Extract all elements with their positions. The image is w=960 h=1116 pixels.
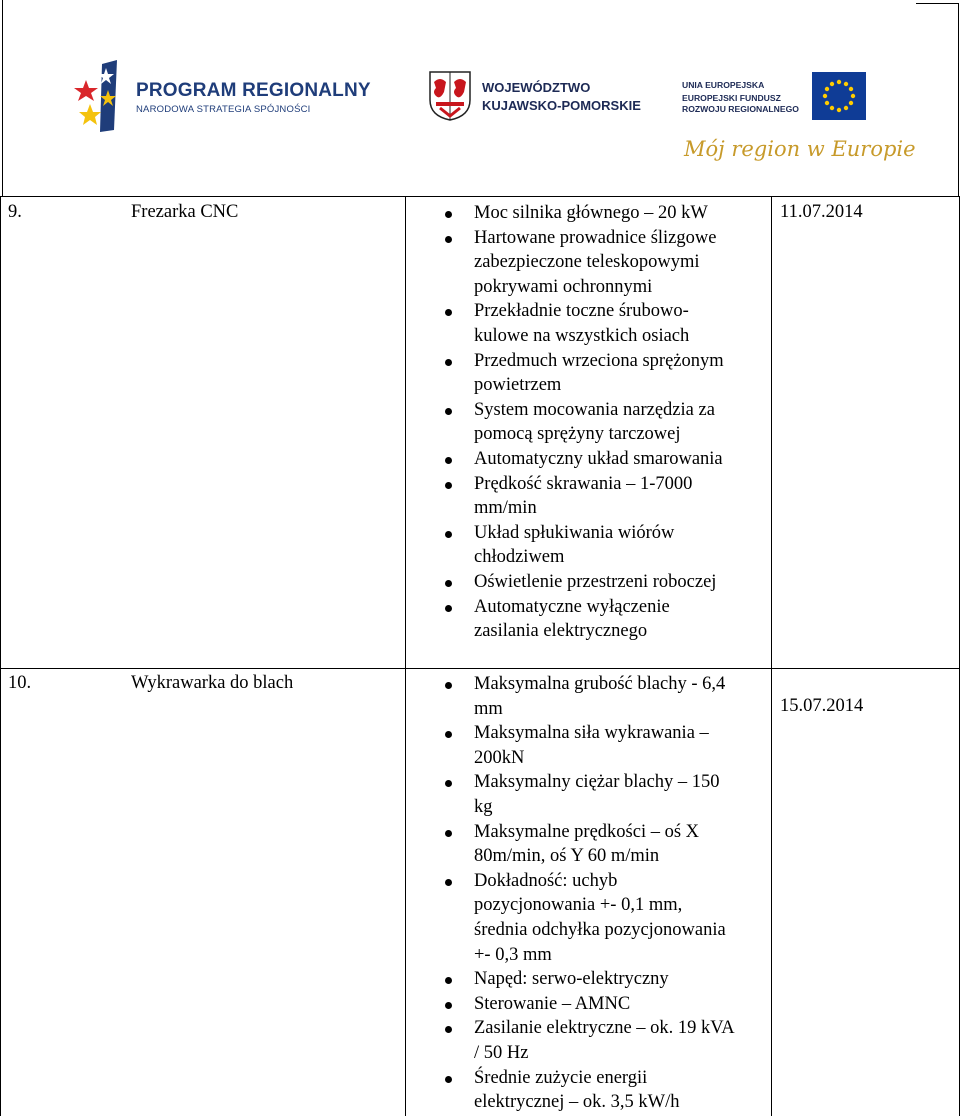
voivodeship-line-2: KUJAWSKO-POMORSKIE: [482, 98, 641, 113]
page-border-left: [2, 0, 3, 196]
list-item: Napęd: serwo-elektryczny: [443, 967, 735, 992]
list-item: Przedmuch wrzeciona sprężonym powietrzem: [443, 349, 724, 398]
column-divider-date: [771, 196, 772, 1116]
eu-flag-icon: [812, 72, 866, 120]
program-regionalny-logo: [72, 58, 372, 138]
list-item: Maksymalna siła wykrawania – 200kN: [443, 721, 735, 770]
machine-name-frezarka: Frezarka CNC: [131, 202, 239, 222]
list-item: Maksymalna grubość blachy - 6,4 mm: [443, 672, 735, 721]
stars-emblem-icon: [72, 58, 132, 138]
date-frezarka: 11.07.2014: [780, 202, 863, 222]
voivodeship-logo: [428, 70, 641, 130]
list-item: Prędkość skrawania – 1-7000 mm/min: [443, 472, 724, 521]
list-item: Przekładnie toczne śrubowo- kulowe na wszystkich osiach: [443, 299, 724, 348]
list-item: Maksymalne prędkości – oś X 80m/min, oś Y 60 m/min: [443, 820, 735, 869]
eu-line-2: EUROPEJSKI FUNDUSZ: [682, 93, 781, 103]
row-number-10: 10.: [8, 673, 32, 693]
voivodeship-line-1: WOJEWÓDZTWO: [482, 80, 591, 95]
row-separator: [0, 668, 960, 669]
program-title: PROGRAM REGIONALNY: [136, 80, 371, 101]
table-left-border: [0, 196, 1, 1116]
list-item: System mocowania narzędzia za pomocą sprężyny tarczowej: [443, 398, 724, 447]
feature-list-frezarka: [443, 201, 724, 644]
list-item: Układ spłukiwania wiórów chłodziwem: [443, 521, 724, 570]
list-item: Oświetlenie przestrzeni roboczej: [443, 570, 724, 595]
list-item: Sterowanie – AMNC: [443, 992, 735, 1017]
list-item: Automatyczne wyłączenie zasilania elektrycznego: [443, 595, 724, 644]
row-number-9: 9.: [8, 202, 22, 222]
list-item: Moc silnika głównego – 20 kW: [443, 201, 724, 226]
motto-text: Mój region w Europie: [684, 137, 916, 161]
program-subtitle: NARODOWA STRATEGIA SPÓJNOŚCI: [136, 104, 311, 115]
list-item: Zasilanie elektryczne – ok. 19 kVA / 50 Hz: [443, 1016, 735, 1065]
eu-fund-logo: [682, 72, 872, 122]
feature-list-wykrawarka: [443, 672, 735, 1115]
list-item: Automatyczny układ smarowania: [443, 447, 724, 472]
machine-name-wykrawarka: Wykrawarka do blach: [131, 673, 294, 693]
coat-of-arms-icon: [428, 70, 472, 122]
table-top-border: [0, 196, 960, 197]
list-item: Maksymalny ciężar blachy – 150 kg: [443, 770, 735, 819]
page-border-corner: [916, 3, 958, 4]
list-item: Hartowane prowadnice ślizgowe zabezpieczone teleskopowymi pokrywami ochronnymi: [443, 226, 724, 300]
page-border-right: [958, 3, 959, 196]
date-wykrawarka: 15.07.2014: [780, 696, 864, 716]
list-item: Dokładność: uchyb pozycjonowania +- 0,1 mm, średnia odchyłka pozycjonowania +- 0,3 mm: [443, 869, 735, 967]
eu-line-3: ROZWOJU REGIONALNEGO: [682, 104, 799, 114]
column-divider-features: [405, 196, 406, 1116]
eu-line-1: UNIA EUROPEJSKA: [682, 80, 765, 90]
list-item: Średnie zużycie energii elektrycznej – ok. 3,5 kW/h: [443, 1066, 735, 1115]
